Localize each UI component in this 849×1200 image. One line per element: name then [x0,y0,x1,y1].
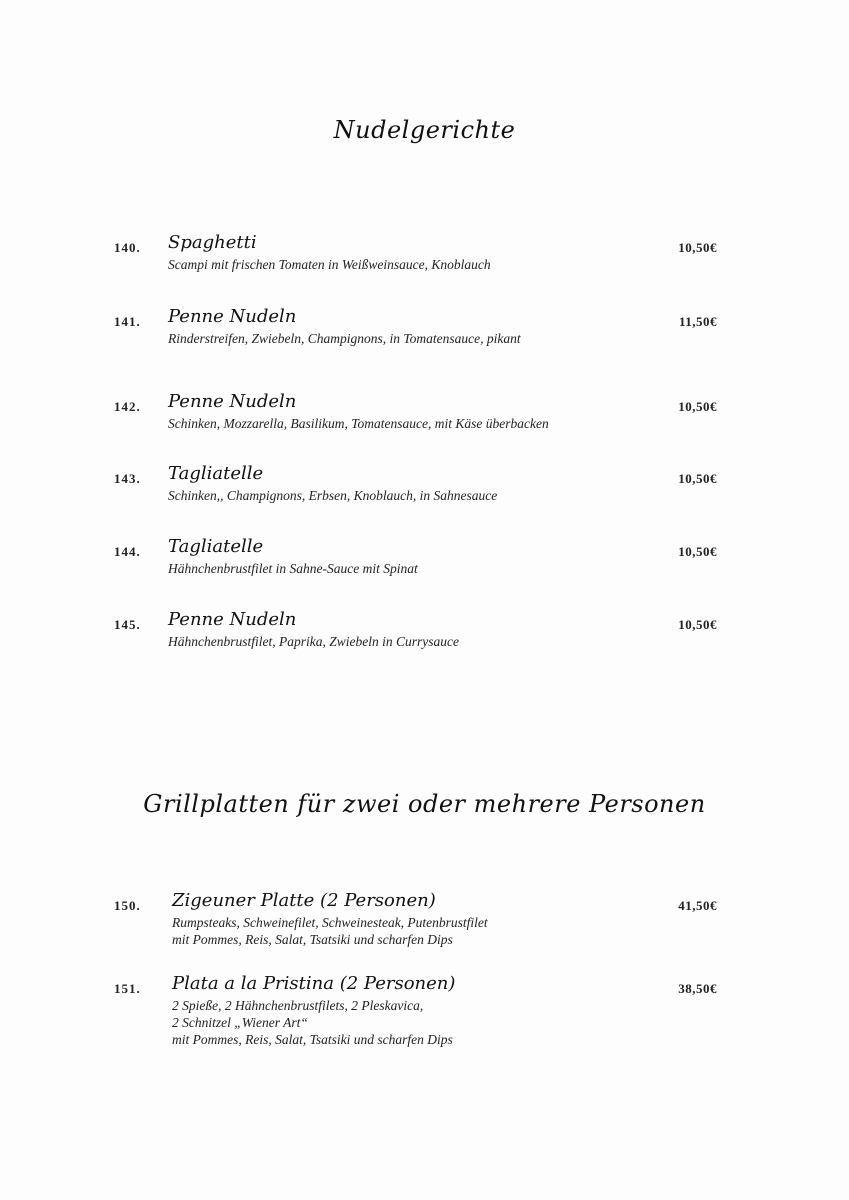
description-line: Hähnchenbrustfilet, Paprika, Zwiebeln in Currysauce [168,634,459,649]
item-number: 144. [114,544,141,559]
item-price: 41,50€ [678,898,717,913]
item-name: Penne Nudeln [168,609,297,630]
item-number: 145. [114,617,141,632]
item-number: 150. [114,898,141,913]
item-name: Zigeuner Platte (2 Personen) [172,890,436,911]
item-description [168,633,459,650]
item-number: 143. [114,471,141,486]
item-number: 140. [114,240,141,255]
item-price: 11,50€ [678,314,717,329]
description-line: Hähnchenbrustfilet in Sahne-Sauce mit Spinat [168,561,418,576]
item-number: 142. [114,399,141,414]
item-description [168,560,418,577]
description-line: Schinken,, Champignons, Erbsen, Knoblauch, in Sahnesauce [168,488,498,503]
description-line: Schinken, Mozzarella, Basilikum, Tomatensauce, mit Käse überbacken [168,416,549,431]
description-line: Rumpsteaks, Schweinefilet, Schweinesteak, Putenbrustfilet [172,915,488,930]
item-number: 151. [114,981,141,996]
item-description [168,330,521,347]
item-description [168,487,497,504]
item-description [168,415,549,432]
item-name: Penne Nudeln [168,391,297,412]
section-title-nudelgerichte: Nudelgerichte [333,116,516,144]
item-price: 10,50€ [678,617,717,632]
section-title-grillplatten: Grillplatten für zwei oder mehrere Personen [143,790,706,818]
description-line: Scampi mit frischen Tomaten in Weißweinsauce, Knoblauch [168,257,491,272]
description-line: mit Pommes, Reis, Salat, Tsatsiki und scharfen Dips [172,932,453,947]
item-name: Tagliatelle [168,463,264,484]
item-name: Penne Nudeln [168,306,297,327]
description-line: mit Pommes, Reis, Salat, Tsatsiki und scharfen Dips [172,1032,453,1047]
item-price: 38,50€ [678,981,717,996]
item-name: Tagliatelle [168,536,264,557]
item-description [172,997,453,1048]
item-price: 10,50€ [678,544,717,559]
item-name: Plata a la Pristina (2 Personen) [172,973,456,994]
item-description [172,914,488,948]
item-name: Spaghetti [168,232,257,253]
item-price: 10,50€ [678,240,717,255]
description-line: Rinderstreifen, Zwiebeln, Champignons, in Tomatensauce, pikant [168,331,521,346]
item-description [168,256,491,273]
item-price: 10,50€ [678,399,717,414]
item-number: 141. [114,314,141,329]
description-line: 2 Spieße, 2 Hähnchenbrustfilets, 2 Pleskavica, [172,998,424,1013]
item-price: 10,50€ [678,471,717,486]
description-line: 2 Schnitzel „Wiener Art“ [172,1015,308,1030]
